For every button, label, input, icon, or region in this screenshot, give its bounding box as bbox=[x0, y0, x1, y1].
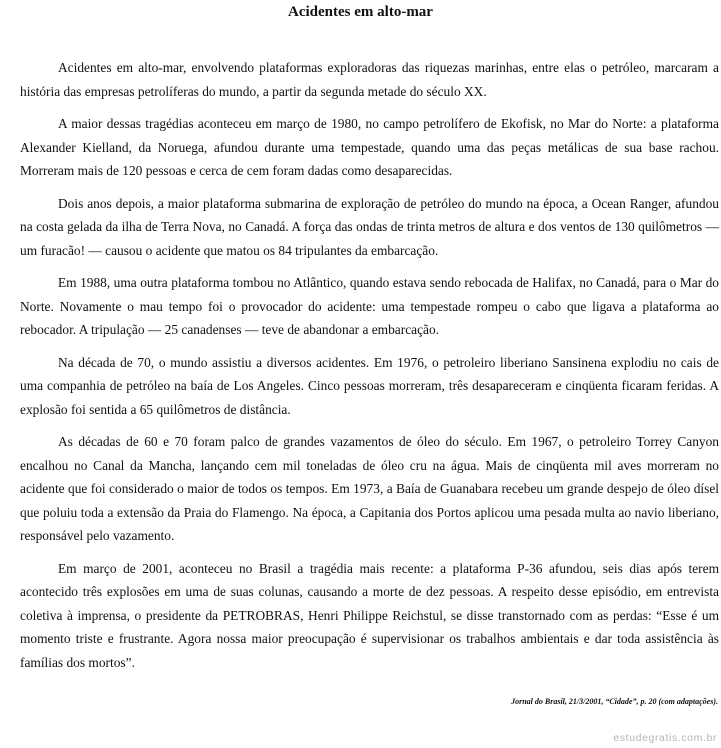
paragraph-1: Acidentes em alto-mar, envolvendo plataformas exploradoras das riquezas marinhas, entre elas o petróleo, marcaram a história das empresas petrolíferas do mundo, a partir da segunda metade do século XX. bbox=[20, 60, 719, 99]
paragraph-4: Em 1988, uma outra plataforma tombou no Atlântico, quando estava sendo rebocada de Halifax, no Canadá, para o Mar do Norte. Novamente o mau tempo foi o provocador do acidente: uma tempestade rompeu o cabo que ligava a plataforma ao rebocador. A tripulação — 25 canadenses — teve de abandonar a embarcação. bbox=[20, 275, 719, 337]
article-body bbox=[20, 56, 719, 683]
paragraph-7: Em março de 2001, aconteceu no Brasil a tragédia mais recente: a plataforma P-36 afundou, seis dias após terem acontecido três explosões em uma de suas colunas, causando a morte de dez pessoas. A respeito desse episódio, em entrevista coletiva à imprensa, o presidente da PETROBRAS, Henri Philippe Reichstul, se disse transtornado com as perdas: “Esse é um momento triste e frustrante. Agora nossa maior preocupação é supervisionar os trabalhos ambientais e dar toda assistência às famílias dos mortos”. bbox=[20, 560, 719, 670]
paragraph-3: Dois anos depois, a maior plataforma submarina de exploração de petróleo do mundo na época, a Ocean Ranger, afundou na costa gelada da ilha de Terra Nova, no Canadá. A força das ondas de trinta metros de altura e dos ventos de 130 quilômetros — um furacão! — causou o acidente que matou os 84 tripulantes da embarcação. bbox=[20, 195, 719, 258]
paragraph-2: A maior dessas tragédias aconteceu em março de 1980, no campo petrolífero de Ekofisk, no Mar do Norte: a plataforma Alexander Kielland, da Noruega, afundou durante uma tempestade, quando uma das peças metálicas de sua base rachou. Morreram mais de 120 pessoas e cerca de cem foram dadas como desaparecidas. bbox=[20, 116, 719, 178]
article-title: Acidentes em alto-mar bbox=[288, 4, 433, 20]
paragraph-6: As décadas de 60 e 70 foram palco de grandes vazamentos de óleo do século. Em 1967, o petroleiro Torrey Canyon encalhou no Canal da Mancha, lançando cem mil toneladas de óleo cru na água. Mais de cinqüenta mil aves morreram no acidente que foi considerado o maior de todos os tempos. Em 1973, a Baía de Guanabara recebeu um grande despejo de óleo dísel que poluiu toda a extensão da Praia do Flamengo. Na época, a Capitania dos Portos aplicou uma pesada multa ao navio liberiano, responsável pelo vazamento. bbox=[20, 434, 719, 543]
site-watermark: estudegratis.com.br bbox=[613, 732, 717, 744]
source-citation: Jornal do Brasil, 21/3/2001, “Cidade”, p. 20 (com adaptações). bbox=[511, 697, 718, 706]
paragraph-5: Na década de 70, o mundo assistiu a diversos acidentes. Em 1976, o petroleiro liberiano Sansinena explodiu no cais de uma companhia de petróleo na baía de Los Angeles. Cinco pessoas morreram, três desapareceram e cinqüenta ficaram feridas. A explosão foi sentida a 65 quilômetros de distância. bbox=[20, 354, 719, 417]
